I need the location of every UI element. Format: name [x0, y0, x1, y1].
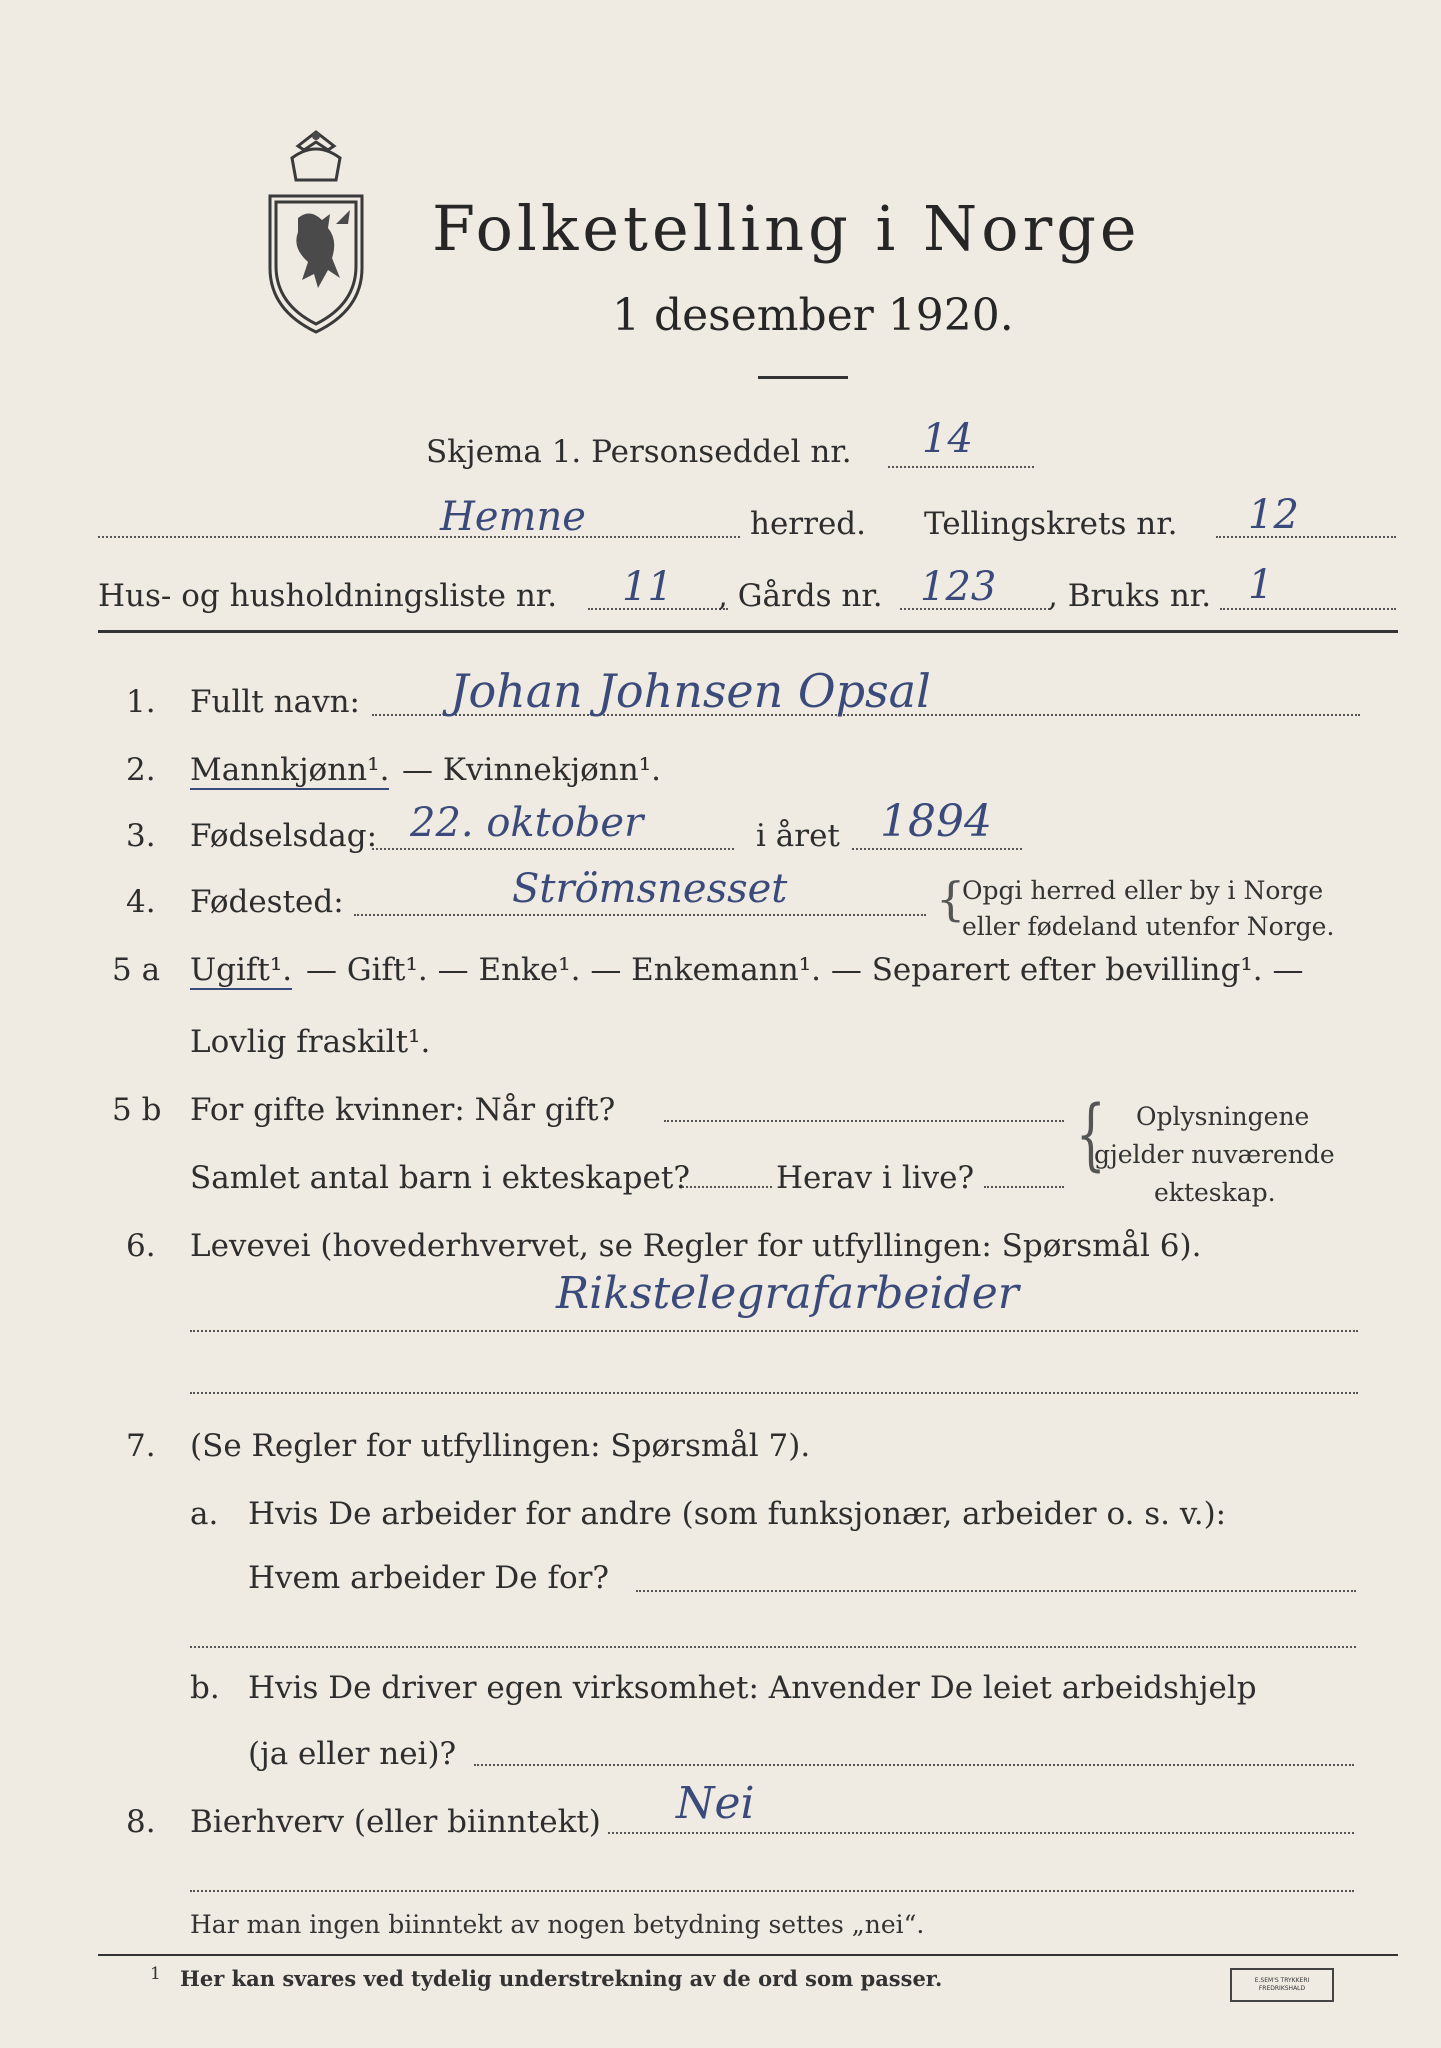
q4-label: Fødested: [190, 884, 344, 920]
hus-label: Hus- og husholdningsliste nr. [98, 578, 558, 614]
q6-number: 6. [126, 1228, 156, 1264]
secondary-income-value[interactable]: Nei [676, 1778, 755, 1829]
q6-line-2 [190, 1392, 1358, 1394]
personseddel-line [888, 466, 1034, 468]
q1-number: 1. [126, 684, 156, 720]
marital-options[interactable]: — Gift¹. — Enke¹. — Enkemann¹. — Separert efter bevilling¹. — [306, 952, 1304, 988]
q8-line-2 [190, 1890, 1354, 1892]
q3-number: 3. [126, 818, 156, 854]
herred-label: herred. [750, 506, 866, 542]
year-label: i året [756, 818, 840, 854]
q3-label: Fødselsdag: [190, 818, 378, 854]
q5b-note-2: gjelder nuværende [1094, 1140, 1335, 1169]
coat-of-arms-icon [258, 128, 374, 342]
q5b-line-1 [664, 1120, 1064, 1122]
q6-line-1 [190, 1330, 1358, 1332]
occupation-value[interactable]: Rikstelegrafarbeider [556, 1268, 1019, 1319]
herred-value[interactable]: Hemne [440, 494, 586, 540]
footnote-mark: 1 [150, 1964, 161, 1984]
q2-number: 2. [126, 752, 156, 788]
q5b-line-3 [984, 1186, 1064, 1188]
q7a-text-2: Hvem arbeider De for? [248, 1560, 610, 1596]
form-title: Folketelling i Norge [432, 192, 1141, 265]
q4-line [354, 914, 926, 916]
birthday-value[interactable]: 22. oktober [410, 800, 644, 846]
q5b-note-1: Oplysningene [1136, 1102, 1310, 1131]
q5b-line-2 [682, 1186, 772, 1188]
q7b-letter: b. [190, 1670, 220, 1706]
tellingskrets-line [1216, 536, 1396, 538]
q4-number: 4. [126, 884, 156, 920]
birth-year-value[interactable]: 1894 [880, 796, 992, 847]
gards-label: , Gårds nr. [718, 578, 883, 614]
printer-stamp [1230, 1968, 1334, 2002]
q8-line [608, 1832, 1354, 1834]
q8-note: Har man ingen biinntekt av nogen betydning settes „nei“. [190, 1910, 925, 1939]
q4-note-2: eller fødeland utenfor Norge. [962, 912, 1335, 941]
header-divider [98, 630, 1398, 633]
q7-number: 7. [126, 1428, 156, 1464]
q7a-letter: a. [190, 1496, 219, 1532]
bruks-label: , Bruks nr. [1048, 578, 1212, 614]
tellingskrets-nr[interactable]: 12 [1248, 492, 1299, 538]
title-divider [758, 376, 848, 379]
q7b-text-2: (ja eller nei)? [248, 1736, 457, 1772]
skjema-label: Skjema 1. Personseddel nr. [426, 434, 852, 470]
gards-nr[interactable]: 123 [920, 564, 997, 610]
unmarried-option-underlined[interactable]: Ugift¹. [190, 952, 293, 988]
footer-divider [98, 1954, 1398, 1956]
female-option[interactable]: — Kvinnekjønn¹. [402, 752, 661, 788]
tellingskrets-label: Tellingskrets nr. [924, 506, 1178, 542]
q3-line [372, 848, 734, 850]
q6-label: Levevei (hovederhvervet, se Regler for utfyllingen: Spørsmål 6). [190, 1228, 1202, 1264]
personseddel-nr[interactable]: 14 [922, 416, 973, 462]
q5b-label-2: Samlet antal barn i ekteskapet? [190, 1160, 690, 1196]
q5b-note-3: ekteskap. [1154, 1178, 1276, 1207]
q7b-line [474, 1764, 1354, 1766]
q4-brace: { [936, 872, 966, 926]
q8-number: 8. [126, 1804, 156, 1840]
divorced-option[interactable]: Lovlig fraskilt¹. [190, 1024, 431, 1060]
bruks-line [1220, 608, 1396, 610]
q1-label: Fullt navn: [190, 684, 360, 720]
q7a-line-2 [190, 1646, 1356, 1648]
q7a-text: Hvis De arbeider for andre (som funksjonær, arbeider o. s. v.): [248, 1496, 1227, 1532]
herred-line [98, 536, 740, 538]
q5b-number: 5 b [112, 1092, 162, 1128]
q8-label: Bierhverv (eller biinntekt) [190, 1804, 601, 1840]
year-line [852, 848, 1022, 850]
male-option-underlined[interactable]: Mannkjønn¹. [190, 752, 390, 788]
full-name-value[interactable]: Johan Johnsen Opsal [450, 664, 931, 718]
q7b-text: Hvis De driver egen virksomhet: Anvender De leiet arbeidshjelp [248, 1670, 1257, 1706]
q7a-line-1 [636, 1590, 1356, 1592]
hus-nr[interactable]: 11 [622, 564, 673, 610]
printer-stamp-text: E.SEM'S TRYKKERI FREDRIKSHALD [1254, 1977, 1310, 1992]
footnote-text: Her kan svares ved tydelig understrekning av de ord som passer. [180, 1966, 943, 1991]
census-date: 1 desember 1920. [612, 290, 1014, 341]
q5a-number: 5 a [112, 952, 161, 988]
q7-label: (Se Regler for utfyllingen: Spørsmål 7). [190, 1428, 811, 1464]
q5b-label-1: For gifte kvinner: Når gift? [190, 1092, 616, 1128]
q5b-label-3: Herav i live? [776, 1160, 975, 1196]
q5b-brace: { [1075, 1090, 1106, 1180]
bruks-nr[interactable]: 1 [1248, 562, 1274, 608]
birthplace-value[interactable]: Strömsnesset [512, 866, 788, 912]
q4-note-1: Opgi herred eller by i Norge [962, 876, 1324, 905]
